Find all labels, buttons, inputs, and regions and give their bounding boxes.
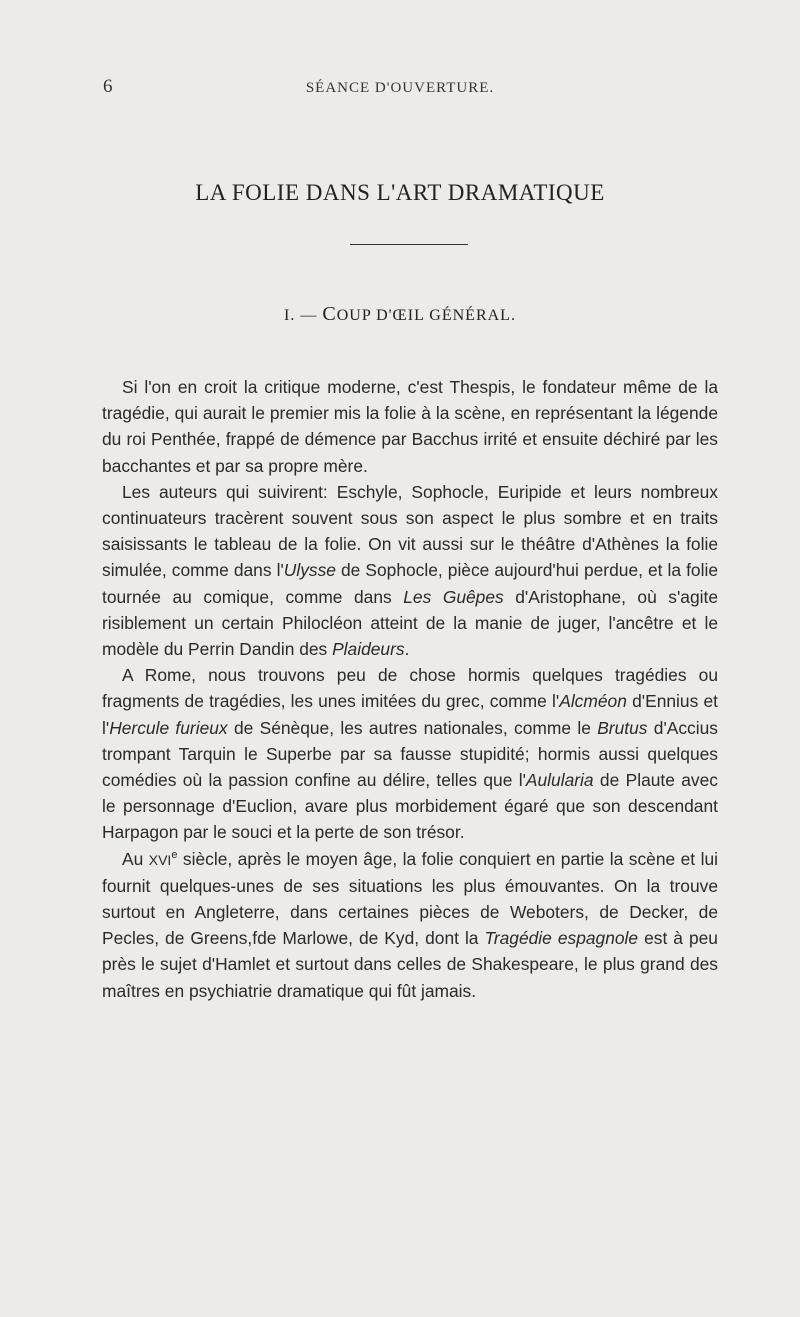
paragraph-1: Si l'on en croit la critique moderne, c'est Thespis, le fondateur même de la tragédie, qui aurait le premier mis la folie à la scène, en représentant la légende du roi Penthée, frappé de démence par Bacchus irrité et ensuite déchiré par les bacchantes et par sa propre mère.	[102, 377, 718, 476]
p2-text-c: d'Aristophane, où s'agite risiblement un certain Philocléon atteint de la manie de juger, l'ancêtre et le modèle du Perrin Dandin des	[102, 586, 719, 660]
p2-text-b: de Sophocle, pièce aujourd'hui perdue, et la folie tournée au comique, comme dans	[102, 560, 718, 607]
p3-text-a: A Rome, nous trouvons peu de chose hormis quelques tragédies ou fragments de tragédies, les unes imitées du grec, comme l'	[102, 665, 718, 712]
section-heading	[0, 303, 800, 326]
p3-text-c: de Sénèque, les autres nationales, comme le	[227, 717, 598, 738]
section-heading-initial: C	[322, 303, 337, 325]
p3-text-e: de Plaute avec le personnage d'Euclion, avare plus morbidement égaré que son descendant Harpagon par le souci et la perte de son trésor.	[102, 770, 718, 843]
paragraph-2	[102, 479, 718, 662]
p2-text-d: .	[404, 639, 410, 660]
page-number: 6	[103, 76, 113, 97]
title-divider	[350, 244, 468, 245]
running-head: SÉANCE D'OUVERTURE.	[305, 80, 495, 96]
section-number: I. —	[284, 307, 318, 324]
p3-title-aulularia: Aulularia	[525, 770, 594, 791]
p4-text-a: Au	[122, 848, 149, 869]
p4-title-tragedie: Tragédie espagnole	[484, 928, 639, 949]
p3-title-alcmeon: Alcméon	[559, 691, 627, 712]
p4-text-c: est à peu près le sujet d'Hamlet et surtout dans celles de Shakespeare, le plus grand des maîtres en psychiatrie dramatique qui fût jamais.	[102, 928, 718, 1001]
section-heading-text: OUP D'ŒIL GÉNÉRAL.	[336, 307, 516, 324]
p2-text-a: Les auteurs qui suivirent: Eschyle, Sophocle, Euripide et leurs nombreux continuateurs tracèrent souvent sous son aspect le plus sombre et en traits saisissants le tableau de la folie. On vit aussi sur le théâtre d'Athènes la folie simulée, comme dans l'	[102, 481, 718, 581]
p2-title-guepes: Les Guêpes	[403, 586, 504, 607]
p4-century: XVI	[148, 851, 172, 868]
p3-title-hercule: Hercule furieux	[109, 717, 228, 738]
p3-text-d: d'Accius trompant Tarquin le Superbe par sa fausse stupidité; hormis aussi quelques comédies où la passion confine au délire, telles que l'	[102, 717, 718, 791]
p3-text-b: d'Ennius et l'	[102, 691, 718, 738]
p3-title-brutus: Brutus	[597, 717, 648, 738]
chapter-title: LA FOLIE DANS L'ART DRAMATIQUE	[195, 180, 605, 205]
p4-century-sup: e	[171, 848, 178, 861]
p4-text-b: siècle, après le moyen âge, la folie conquiert en partie la scène et lui fournit quelques-unes de ses situations les plus émouvantes. On la trouve surtout en Angleterre, dans certaines pièces de Weboters, de Decker, de Pecles, de Greens,fde Marlowe, de Kyd, dont la	[102, 848, 718, 949]
p2-title-ulysse: Ulysse	[283, 560, 336, 581]
p2-title-plaideurs: Plaideurs	[332, 639, 405, 660]
paragraph-4	[102, 846, 718, 1004]
body-text	[102, 374, 718, 1004]
paragraph-3	[102, 662, 718, 845]
